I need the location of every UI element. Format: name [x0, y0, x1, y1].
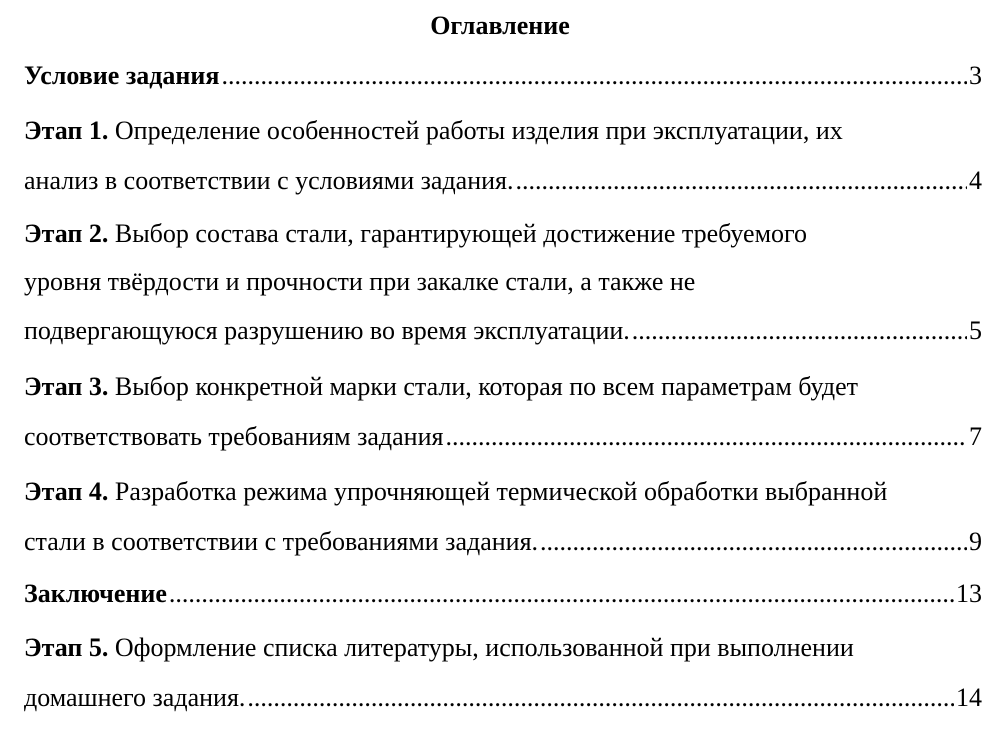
- toc-entry-stage-5-line-1[interactable]: [24, 630, 982, 666]
- toc-entry-text: подвергающуюся разрушению во время эксплуатации.: [24, 316, 630, 345]
- toc-entry-heading: Условие задания: [24, 61, 220, 90]
- toc-page-number: 13: [956, 579, 982, 608]
- dot-leader: [445, 419, 967, 455]
- toc-page-number: 14: [956, 683, 982, 712]
- dot-leader: [221, 58, 967, 94]
- toc-entry-text: Выбор конкретной марки стали, которая по всем параметрам будет: [108, 372, 859, 401]
- dot-leader: [247, 680, 954, 716]
- toc-page-number: 4: [969, 166, 982, 195]
- toc-page-number: 9: [969, 527, 982, 556]
- toc-entry-conclusion[interactable]: [24, 576, 982, 612]
- dot-leader: [516, 163, 967, 199]
- toc-entry-heading: Этап 4.: [24, 477, 109, 506]
- toc-entry-text: Оформление списка литературы, использованной при выполнении: [108, 633, 854, 662]
- toc-entry-stage-1-line-2[interactable]: [24, 163, 982, 199]
- toc-entry-stage-3-line-2[interactable]: [24, 419, 982, 455]
- toc-entry-heading: Этап 3.: [24, 372, 109, 401]
- toc-entry-text: стали в соответствии с требованиями задания.: [24, 527, 539, 556]
- toc-entry-heading: Заключение: [24, 579, 167, 608]
- toc-entry-heading: Этап 5.: [24, 633, 109, 662]
- toc-entry-text: уровня твёрдости и прочности при закалке стали, а также не: [24, 267, 696, 296]
- toc-entry-stage-2-line-3[interactable]: [24, 313, 982, 349]
- toc-entry-text: Определение особенностей работы изделия при эксплуатации, их: [108, 116, 843, 145]
- toc-entry-stage-2-line-1[interactable]: [24, 216, 982, 252]
- toc-entry-heading: Этап 1.: [24, 116, 109, 145]
- toc-page-number: 3: [969, 61, 982, 90]
- toc-entry-text: Разработка режима упрочняющей термической обработки выбранной: [108, 477, 888, 506]
- toc-entry-stage-2-line-2[interactable]: [24, 264, 982, 300]
- toc-entry-text: анализ в соответствии с условиями задания.: [24, 166, 514, 195]
- toc-entry-stage-5-line-2[interactable]: [24, 680, 982, 716]
- toc-page-number: 7: [969, 422, 982, 451]
- dot-leader: [169, 576, 954, 612]
- toc-entry-text: соответствовать требованиям задания: [24, 422, 444, 451]
- toc-entry-stage-4-line-2[interactable]: [24, 524, 982, 560]
- dot-leader: [540, 524, 967, 560]
- toc-entry-stage-1-line-1[interactable]: [24, 113, 982, 149]
- toc-entry-stage-3-line-1[interactable]: [24, 369, 982, 405]
- dot-leader: [632, 313, 967, 349]
- toc-title: Оглавление: [430, 11, 570, 40]
- toc-page-number: 5: [969, 316, 982, 345]
- toc-entry-text: Выбор состава стали, гарантирующей достижение требуемого: [108, 219, 808, 248]
- toc-entry-heading: Этап 2.: [24, 219, 109, 248]
- toc-entry-stage-4-line-1[interactable]: [24, 474, 982, 510]
- toc-entry-text: домашнего задания.: [24, 683, 246, 712]
- toc-entry-conditions[interactable]: [24, 58, 982, 94]
